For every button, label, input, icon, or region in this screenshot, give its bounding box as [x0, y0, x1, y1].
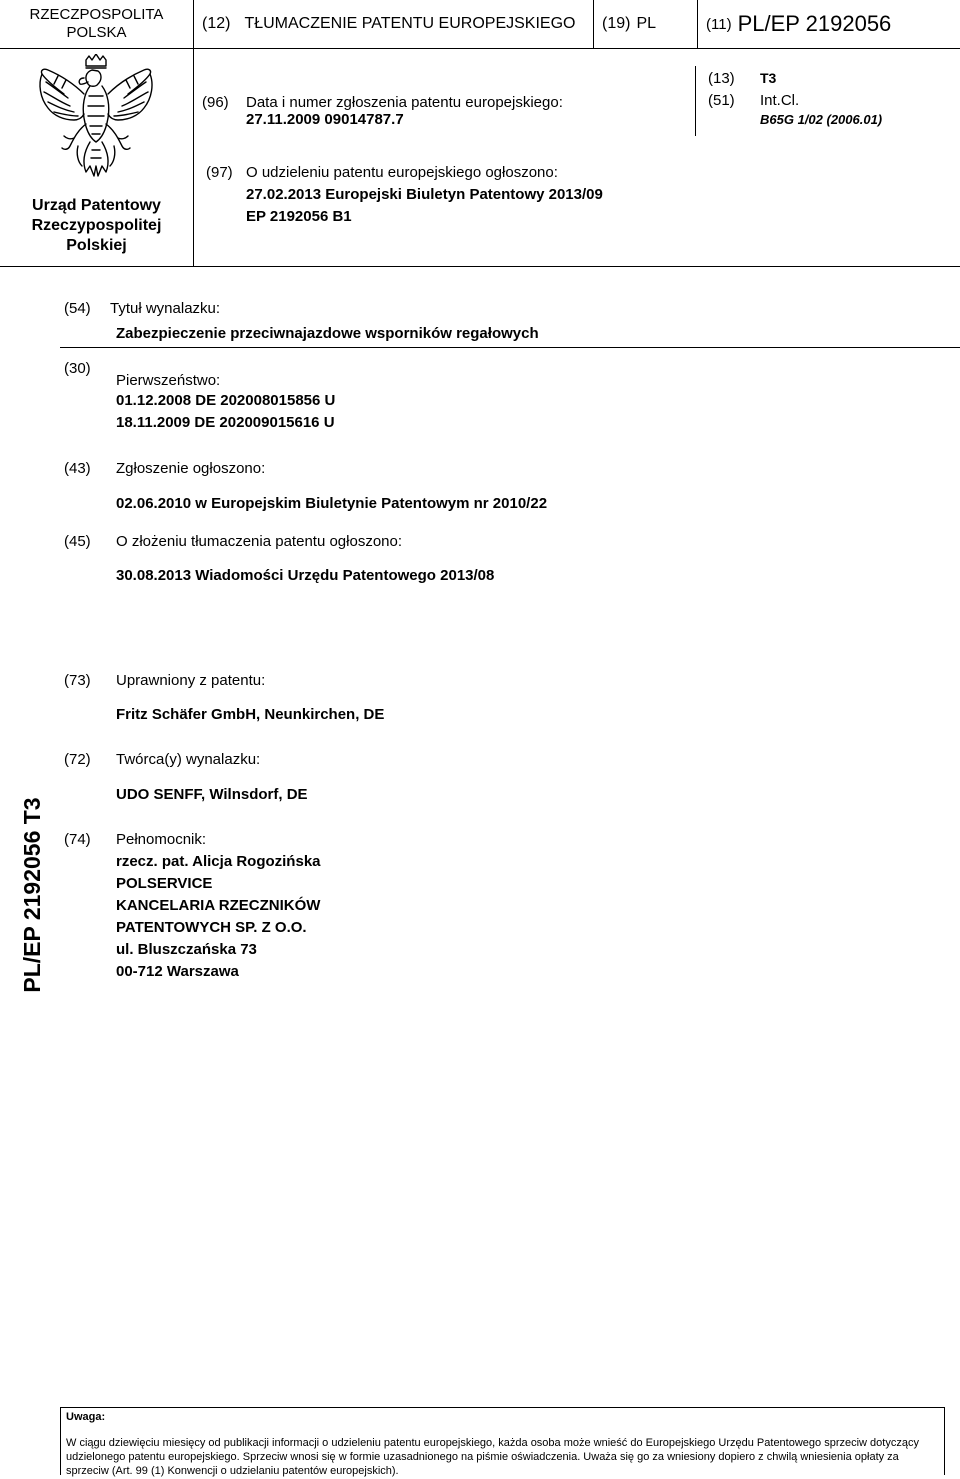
- field-73-code: (73): [64, 672, 91, 689]
- field-96-code: (96): [202, 94, 229, 111]
- code-12: (12): [202, 15, 231, 32]
- field-43-value: 02.06.2010 w Europejskim Biuletynie Patentowym nr 2010/22: [116, 495, 548, 512]
- field-97-code: (97): [206, 164, 233, 181]
- field-43-code: (43): [64, 460, 91, 477]
- field-45-code: (45): [64, 533, 91, 550]
- field-97-value2: EP 2192056 B1: [246, 208, 352, 225]
- eagle-emblem-icon: [34, 54, 158, 184]
- pub-number: PL/EP 2192056: [737, 11, 892, 36]
- field-54-code: (54): [64, 300, 91, 317]
- field-51-code: (51): [708, 92, 735, 109]
- field-97-value1: 27.02.2013 Europejski Biuletyn Patentowy 2013/09: [246, 186, 603, 203]
- field-45-label: O złożeniu tłumaczenia patentu ogłoszono:: [116, 533, 403, 550]
- attorney-line-1: rzecz. pat. Alicja Rogozińska: [116, 853, 321, 870]
- field-97-label: O udzieleniu patentu europejskiego ogłoszono:: [246, 164, 558, 181]
- field-30-values: [116, 390, 335, 434]
- field-30-label: Pierwszeństwo:: [116, 372, 221, 389]
- field-54-label: Tytuł wynalazku:: [110, 300, 221, 317]
- field-72-code: (72): [64, 751, 91, 768]
- field-74-values: [116, 851, 321, 983]
- footer-text: W ciągu dziewięciu miesięcy od publikacji informacji o udzieleniu patentu europejskiego, każda osoba może wnieść do Europejskiego Urzędu Patentowego sprzeciw dotyczący udzielonego patentu europejskiego. Sprzeciw wnosi się w formie uzasadnionego na piśmie oświadczenia. Uważa się go za wniesiony dopiero z chwilą wniesienia opłaty za sprzeciw (Art. 99 (1) Konwencji o udzielaniu patentów europejskich).: [66, 1437, 919, 1477]
- code-19: (19): [602, 15, 631, 32]
- field-73-label: Uprawniony z patentu:: [116, 672, 266, 689]
- field-13-code: (13): [708, 70, 735, 87]
- attorney-line-2: POLSERVICE: [116, 875, 213, 892]
- field-73-value: Fritz Schäfer GmbH, Neunkirchen, DE: [116, 706, 385, 723]
- code-11: (11): [706, 15, 732, 33]
- doc-type: TŁUMACZENIE PATENTU EUROPEJSKIEGO: [244, 15, 576, 32]
- field-54-value: Zabezpieczenie przeciwnajazdowe wsporników regałowych: [116, 325, 539, 342]
- country-code-cell: [602, 0, 697, 48]
- field-43-label: Zgłoszenie ogłoszono:: [116, 460, 266, 477]
- country-line1: RZECZPOSPOLITA: [29, 6, 164, 23]
- attorney-line-6: 00-712 Warszawa: [116, 963, 239, 980]
- country-name: [0, 0, 193, 48]
- field-30-code: (30): [64, 360, 91, 377]
- field-72-value: UDO SENFF, Wilnsdorf, DE: [116, 786, 308, 803]
- priority-1: 01.12.2008 DE 202008015856 U: [116, 392, 336, 409]
- field-74-code: (74): [64, 831, 91, 848]
- priority-2: 18.11.2009 DE 202009015616 U: [116, 414, 335, 431]
- field-51-value: B65G 1/02 (2006.01): [760, 112, 883, 127]
- office-line1: Urząd Patentowy: [32, 197, 161, 214]
- office-line2: Rzeczypospolitej: [31, 217, 162, 234]
- side-label: PL/EP 2192056 T3: [19, 797, 45, 993]
- field-96-value: 27.11.2009 09014787.7: [246, 111, 404, 128]
- field-72-label: Twórca(y) wynalazku:: [116, 751, 261, 768]
- office-line3: Polskiej: [66, 237, 127, 254]
- field-13-value: T3: [760, 70, 777, 86]
- country-line2: POLSKA: [66, 24, 127, 41]
- field-96-label: Data i numer zgłoszenia patentu europejskiego:: [246, 94, 563, 111]
- field-74-label: Pełnomocnik:: [116, 831, 207, 848]
- country-code: PL: [636, 15, 657, 32]
- attorney-line-5: ul. Bluszczańska 73: [116, 941, 257, 958]
- office-name: [0, 196, 193, 256]
- doc-type-cell: [202, 0, 652, 48]
- footer-title: Uwaga:: [66, 1411, 106, 1423]
- field-51-label: Int.Cl.: [760, 92, 800, 109]
- attorney-line-3: KANCELARIA RZECZNIKÓW: [116, 897, 321, 914]
- field-45-value: 30.08.2013 Wiadomości Urzędu Patentowego 2013/08: [116, 567, 495, 584]
- pub-number-cell: [706, 0, 956, 48]
- attorney-line-4: PATENTOWYCH SP. Z O.O.: [116, 919, 307, 936]
